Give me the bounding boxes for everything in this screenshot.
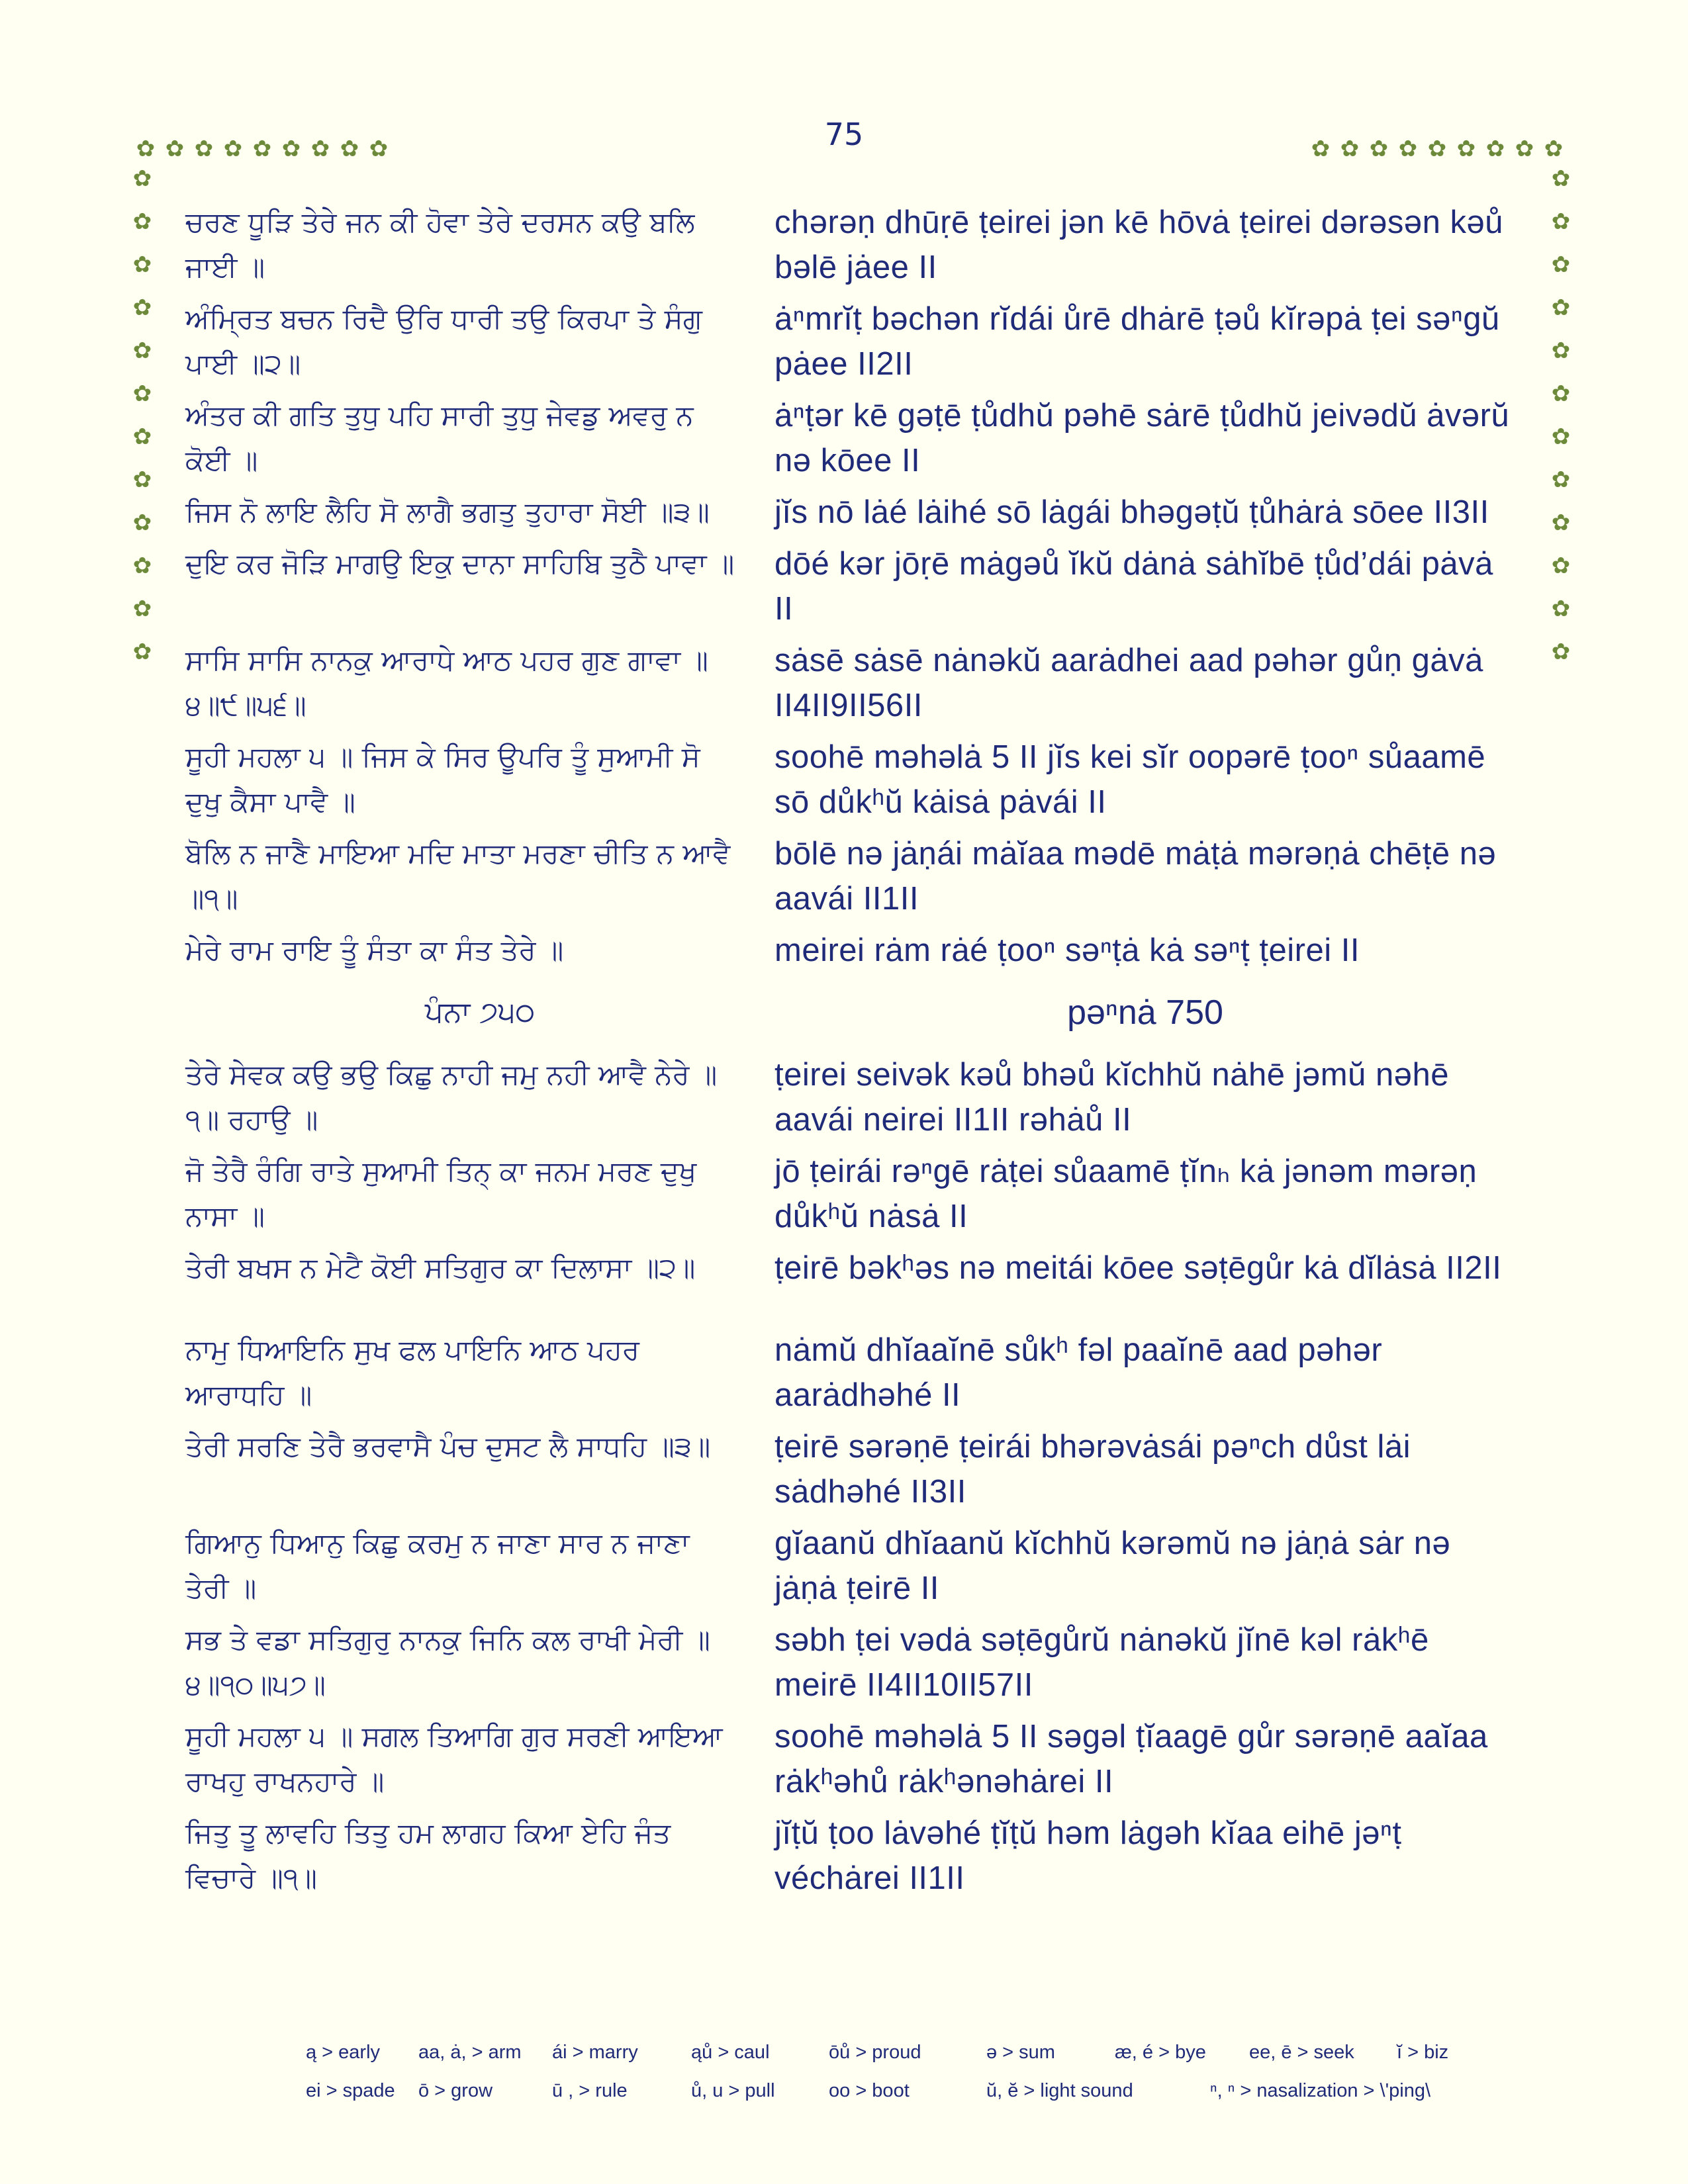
page-marker-transliteration: pəⁿnȧ 750 — [1067, 993, 1223, 1032]
transliteration-line: ȧⁿmrĭṭ bəchən rĭdái ůrē dhȧrē ṭəů kĭrəpȧ ṭei səⁿgŭ pȧee II2II — [774, 301, 1500, 382]
legend-item: ə > sum — [986, 2042, 1055, 2063]
flower-icon: ✿ — [1551, 251, 1571, 278]
flower-icon: ✿ — [132, 251, 152, 278]
verse-row — [185, 200, 1516, 290]
gurmukhi-line: ਤੇਰੀ ਸਰਣਿ ਤੇਰੈ ਭਰਵਾਸੈ ਪੰਚ ਦੁਸਟ ਲੈ ਸਾਧਹਿ ॥੩॥ — [185, 1430, 711, 1463]
transliteration-line: ṭeirei seivək kəů bhəů kĭchhŭ nȧhē jəmŭ nəhē aavái neirei II1II rəhȧů II — [774, 1057, 1449, 1138]
gurmukhi-line: ਸੂਹੀ ਮਹਲਾ ੫ ॥ ਜਿਸ ਕੇ ਸਿਰ ਊਪਰਿ ਤੂੰ ਸੁਆਮੀ ਸੋ ਦੁਖੁ ਕੈਸਾ ਪਾਵੈ ॥ — [185, 741, 700, 818]
gurmukhi-line: ਬੋਲਿ ਨ ਜਾਣੈ ਮਾਇਆ ਮਦਿ ਮਾਤਾ ਮਰਣਾ ਚੀਤਿ ਨ ਆਵੈ ॥੧॥ — [185, 837, 731, 915]
flower-icon: ✿ — [1551, 424, 1571, 450]
transliteration-line: jĭṭŭ ṭoo lȧvəhé ṭĭṭŭ həm lȧgəh kĭaa eihē jəⁿṭ véchȧrei II1II — [774, 1815, 1402, 1896]
gurmukhi-line: ਜਿਸ ਨੋ ਲਾਇ ਲੈਹਿ ਸੋ ਲਾਗੈ ਭਗਤੁ ਤੁਹਾਰਾ ਸੋਈ ॥੩॥ — [185, 496, 710, 528]
flower-icon: ✿ — [194, 136, 214, 162]
gurmukhi-line: ਨਾਮੁ ਧਿਆਇਨਿ ਸੁਖ ਫਲ ਪਾਇਨਿ ਆਠ ਪਹਰ ਆਰਾਧਹਿ ॥ — [185, 1334, 639, 1411]
legend-item: aa, ȧ, > arm — [418, 2042, 522, 2063]
flower-icon: ✿ — [1551, 639, 1571, 665]
legend-item: oo > boot — [829, 2080, 910, 2101]
gurmukhi-line: ਜੋ ਤੇਰੈ ਰੰਗਿ ਰਾਤੇ ਸੁਆਮੀ ਤਿਨ੍ ਕਾ ਜਨਮ ਮਰਣ ਦੁਖੁ ਨਾਸਾ ॥ — [185, 1155, 697, 1232]
verse-row — [185, 928, 1516, 973]
gurmukhi-line: ਸਾਸਿ ਸਾਸਿ ਨਾਨਕੁ ਆਰਾਧੇ ਆਠ ਪਹਰ ਗੁਣ ਗਾਵਾ ॥੪॥੯॥੫੬॥ — [185, 644, 708, 721]
flower-icon: ✿ — [136, 136, 156, 162]
legend-item: ů, u > pull — [691, 2080, 775, 2101]
flower-icon: ✿ — [1544, 136, 1564, 162]
transliteration-line: gĭaanŭ dhĭaanŭ kĭchhŭ kərəmŭ nə jȧṇȧ sȧr nə jȧṇȧ ṭeirē II — [774, 1525, 1451, 1606]
top-left-ornament-row — [132, 136, 392, 162]
flower-icon: ✿ — [1551, 596, 1571, 622]
legend-row — [306, 2080, 1497, 2118]
flower-icon: ✿ — [1551, 338, 1571, 364]
flower-icon: ✿ — [132, 424, 152, 450]
transliteration-line: bōlē nə jȧṇái mȧĭaa mədē mȧṭȧ mərəṇȧ chēṭē nə aavái II1II — [774, 836, 1497, 917]
flower-icon: ✿ — [132, 639, 152, 665]
flower-icon: ✿ — [1551, 510, 1571, 536]
flower-icon: ✿ — [1369, 136, 1389, 162]
legend-item: ái > marry — [552, 2042, 638, 2063]
legend-item: ⁿ, ⁿ > nasalization > \'ping\ — [1210, 2080, 1431, 2101]
page-marker-gurmukhi: ਪੰਨਾ ੭੫੦ — [424, 995, 536, 1029]
verse-row — [185, 541, 1516, 631]
flower-icon: ✿ — [281, 136, 301, 162]
flower-icon: ✿ — [252, 136, 272, 162]
gurmukhi-line: ਤੇਰੇ ਸੇਵਕ ਕਉ ਭਉ ਕਿਛੁ ਨਾਹੀ ਜਮੁ ਨਹੀ ਆਵੈ ਨੇਰੇ ॥੧॥ ਰਹਾਉ ॥ — [185, 1058, 718, 1136]
flower-icon: ✿ — [1551, 295, 1571, 321]
flower-icon: ✿ — [1311, 136, 1331, 162]
flower-icon: ✿ — [1427, 136, 1447, 162]
flower-icon: ✿ — [132, 467, 152, 493]
flower-icon: ✿ — [1398, 136, 1418, 162]
legend-item: ĭ > biz — [1397, 2042, 1449, 2063]
right-ornament-column — [1548, 165, 1574, 665]
legend-item: æ, é > bye — [1115, 2042, 1206, 2063]
top-right-ornament-row — [1307, 136, 1567, 162]
verse-row — [185, 1617, 1516, 1707]
verse-row — [185, 393, 1516, 483]
flower-icon: ✿ — [1515, 136, 1534, 162]
transliteration-line: sȧsē sȧsē nȧnəkŭ aarȧdhei aad pəhər gůṇ gȧvȧ II4II9II56II — [774, 643, 1483, 723]
verse-row — [185, 831, 1516, 921]
legend-item: ą > early — [306, 2042, 381, 2063]
flower-icon: ✿ — [132, 553, 152, 579]
flower-icon: ✿ — [132, 381, 152, 407]
verse-row — [185, 1811, 1516, 1901]
left-ornament-column — [129, 165, 156, 665]
verse-row — [185, 1424, 1516, 1514]
flower-icon: ✿ — [1456, 136, 1476, 162]
flower-icon: ✿ — [132, 295, 152, 321]
flower-icon: ✿ — [1551, 553, 1571, 579]
legend-item: ō > grow — [418, 2080, 493, 2101]
flower-icon: ✿ — [340, 136, 359, 162]
page-marker — [185, 991, 1516, 1034]
flower-icon: ✿ — [1551, 165, 1571, 192]
gurmukhi-line: ਮੇਰੇ ਰਾਮ ਰਾਇ ਤੂੰ ਸੰਤਾ ਕਾ ਸੰਤ ਤੇਰੇ ॥ — [185, 934, 564, 966]
gurmukhi-line: ਸੂਹੀ ਮਹਲਾ ੫ ॥ ਸਗਲ ਤਿਆਗਿ ਗੁਰ ਸਰਣੀ ਆਇਆ ਰਾਖਹੁ ਰਾਖਨਹਾਰੇ ॥ — [185, 1720, 723, 1797]
flower-icon: ✿ — [132, 510, 152, 536]
transliteration-line: chərəṇ dhūṛē ṭeirei jən kē hōvȧ ṭeirei dərəsən kəů bəlē jȧee II — [774, 205, 1503, 285]
flower-icon: ✿ — [1551, 467, 1571, 493]
legend-item: ee, ē > seek — [1249, 2042, 1354, 2063]
gurmukhi-line: ਚਰਣ ਧੂੜਿ ਤੇਰੇ ਜਨ ਕੀ ਹੋਵਾ ਤੇਰੇ ਦਰਸਨ ਕਉ ਬਲਿ ਜਾਈ ॥ — [185, 206, 695, 283]
flower-icon: ✿ — [369, 136, 389, 162]
flower-icon: ✿ — [132, 208, 152, 235]
pronunciation-legend — [306, 2042, 1497, 2118]
flower-icon: ✿ — [223, 136, 243, 162]
legend-item: ei > spade — [306, 2080, 395, 2101]
transliteration-line: nȧmŭ dhĭaaĭnē sůkʰ fəl paaĭnē aad pəhər aarȧdhəhé II — [774, 1332, 1383, 1413]
verse-row — [185, 1521, 1516, 1611]
flower-icon: ✿ — [1551, 208, 1571, 235]
flower-icon: ✿ — [132, 165, 152, 192]
flower-icon: ✿ — [1485, 136, 1505, 162]
gurmukhi-line: ਗਿਆਨੁ ਧਿਆਨੁ ਕਿਛੁ ਕਰਮੁ ਨ ਜਾਣਾ ਸਾਰ ਨ ਜਾਣਾ ਤੇਰੀ ॥ — [185, 1527, 690, 1604]
transliteration-line: soohē məhəlȧ 5 II jĭs kei sĭr oopərē ṭooⁿ sůaamē sō důkʰŭ kȧisȧ pȧvái II — [774, 739, 1486, 820]
verse-row — [185, 638, 1516, 728]
verse-row — [185, 490, 1516, 535]
transliteration-line: soohē məhəlȧ 5 II səgəl ṭĭaagē gůr sərəṇē aaĭaa rȧkʰəhů rȧkʰənəhȧrei II — [774, 1719, 1488, 1799]
legend-item: ŭ, ĕ > light sound — [986, 2080, 1133, 2101]
verse-row — [185, 1052, 1516, 1142]
transliteration-line: jō ṭeirái rəⁿgē rȧṭei sůaamē ṭĭnₕ kȧ jənəm mərəṇ důkʰŭ nȧsȧ II — [774, 1154, 1477, 1234]
gurmukhi-line: ਅੰਤਰ ਕੀ ਗਤਿ ਤੁਧੁ ਪਹਿ ਸਾਰੀ ਤੁਧੁ ਜੇਵਡੁ ਅਵਰੁ ਨ ਕੋਈ ॥ — [185, 399, 694, 477]
transliteration-line: ȧⁿṭər kē gəṭē ṭůdhŭ pəhē sȧrē ṭůdhŭ jeivədŭ ȧvərŭ nə kōee II — [774, 398, 1510, 478]
flower-icon: ✿ — [1551, 381, 1571, 407]
verse-content — [185, 200, 1516, 1907]
transliteration-line: meirei rȧm rȧé ṭooⁿ səⁿṭȧ kȧ səⁿṭ ṭeirei II — [774, 933, 1360, 968]
page-number: 75 — [824, 116, 864, 152]
legend-item: ąů > caul — [691, 2042, 770, 2063]
gurmukhi-line: ਸਭ ਤੇ ਵਡਾ ਸਤਿਗੁਰੁ ਨਾਨਕੁ ਜਿਨਿ ਕਲ ਰਾਖੀ ਮੇਰੀ ॥ ੪॥੧੦॥੫੭॥ — [185, 1623, 710, 1701]
gurmukhi-line: ਤੇਰੀ ਬਖਸ ਨ ਮੇਟੈ ਕੋਈ ਸਤਿਗੁਰ ਕਾ ਦਿਲਾਸਾ ॥੨॥ — [185, 1251, 696, 1284]
verse-row — [185, 1328, 1516, 1418]
flower-icon: ✿ — [310, 136, 330, 162]
gurmukhi-line: ਦੁਇ ਕਰ ਜੋੜਿ ਮਾਗਉ ਇਕੁ ਦਾਨਾ ਸਾਹਿਬਿ ਤੁਠੈ ਪਾਵਾ ॥ — [185, 547, 735, 580]
flower-icon: ✿ — [132, 338, 152, 364]
verse-row — [185, 1246, 1516, 1291]
verse-row — [185, 735, 1516, 825]
gurmukhi-line: ਜਿਤੁ ਤੂ ਲਾਵਹਿ ਤਿਤੁ ਹਮ ਲਾਗਹ ਕਿਆ ਏਹਿ ਜੰਤ ਵਿਚਾਰੇ ॥੧॥ — [185, 1817, 671, 1894]
verse-row — [185, 296, 1516, 387]
transliteration-line: dōé kər jōṛē mȧgəů ĭkŭ dȧnȧ sȧhĭbē ṭůd’dái pȧvȧ II — [774, 546, 1493, 627]
verse-row — [185, 1714, 1516, 1804]
transliteration-line: səbh ṭei vədȧ səṭēgůrŭ nȧnəkŭ jĭnē kəl rȧkʰē meirē II4II10II57II — [774, 1622, 1429, 1703]
transliteration-line: ṭeirē sərəṇē ṭeirái bhərəvȧsái pəⁿch důst lȧi sȧdhəhé II3II — [774, 1429, 1411, 1510]
flower-icon: ✿ — [132, 596, 152, 622]
legend-item: ū , > rule — [552, 2080, 628, 2101]
flower-icon: ✿ — [165, 136, 185, 162]
legend-item: ōů > proud — [829, 2042, 921, 2063]
legend-row — [306, 2042, 1497, 2080]
transliteration-line: jĭs nō lȧé lȧihé sō lȧgái bhəgəṭŭ ṭůhȧrȧ sōee II3II — [774, 494, 1489, 530]
transliteration-line: ṭeirē bəkʰəs nə meitái kōee səṭēgůr kȧ dĭlȧsȧ II2II — [774, 1250, 1502, 1286]
gurmukhi-line: ਅੰਮ੍ਰਿਤ ਬਚਨ ਰਿਦੈ ਉਰਿ ਧਾਰੀ ਤਉ ਕਿਰਪਾ ਤੇ ਸੰਗੁ ਪਾਈ ॥੨॥ — [185, 302, 702, 380]
flower-icon: ✿ — [1340, 136, 1360, 162]
verse-row — [185, 1149, 1516, 1239]
